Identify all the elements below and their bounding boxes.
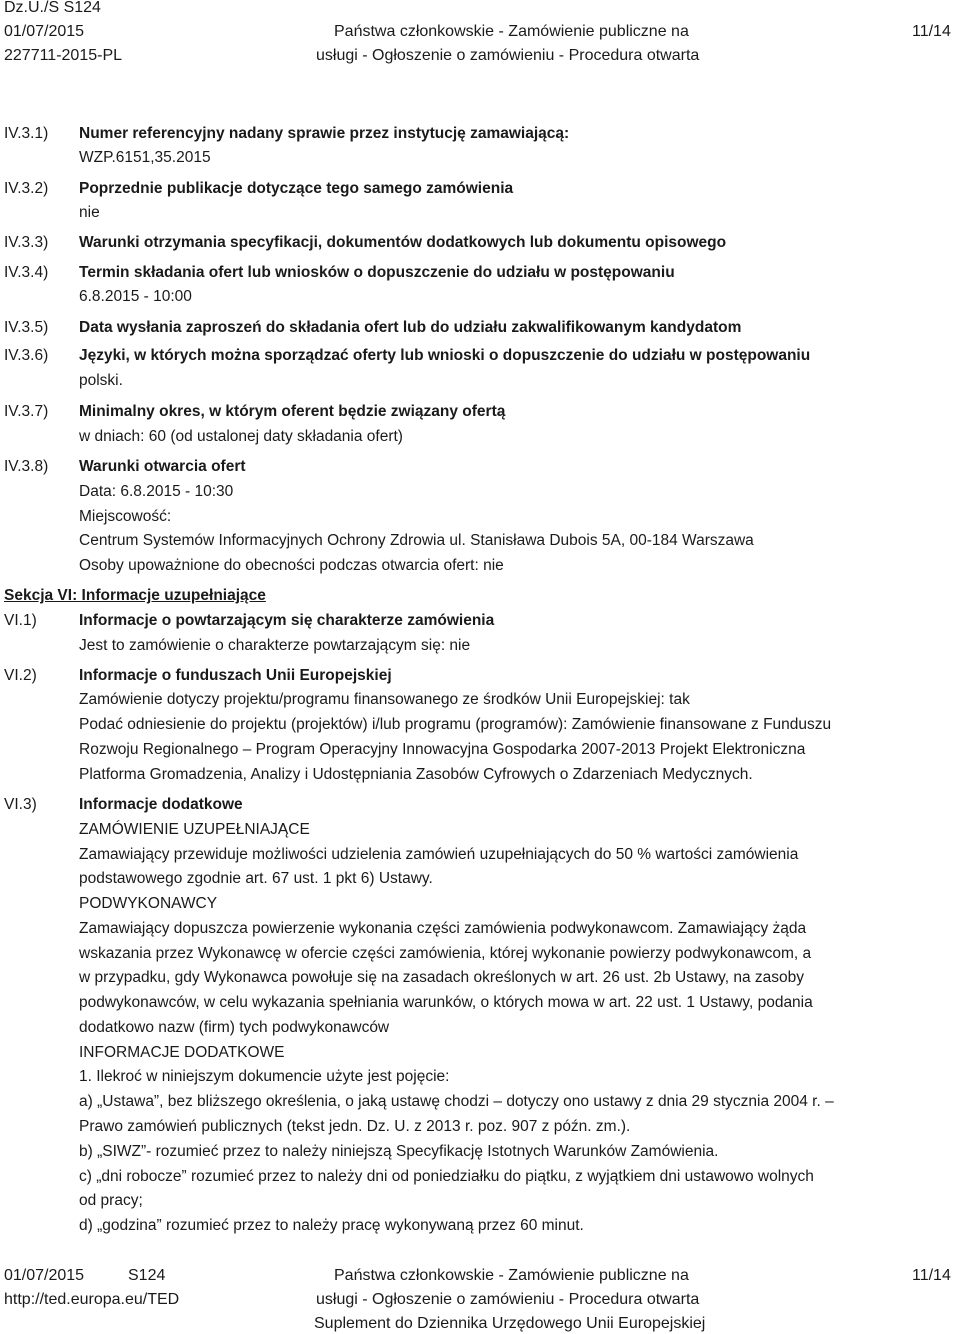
- item-number: IV.3.8): [4, 458, 49, 475]
- footer-url-link[interactable]: http://ted.europa.eu/TED: [4, 1291, 180, 1308]
- item-title: Poprzednie publikacje dotyczące tego samego zamówienia: [79, 180, 514, 197]
- item-number: IV.3.2): [4, 180, 49, 197]
- item-title: Data wysłania zaproszeń do składania ofert lub do udziału zakwalifikowanym kandydatom: [79, 319, 742, 336]
- item-number: VI.1): [4, 612, 37, 629]
- item-line: INFORMACJE DODATKOWE: [79, 1044, 285, 1061]
- item-title: Informacje o funduszach Unii Europejskiej: [79, 667, 392, 684]
- footer-title-line2: usługi - Ogłoszenie o zamówieniu - Procedura otwarta: [316, 1291, 700, 1308]
- footer-title-line1: Państwa członkowskie - Zamówienie publiczne na: [334, 1267, 689, 1284]
- item-line: Miejscowość:: [79, 508, 172, 525]
- item-title: Informacje dodatkowe: [79, 796, 243, 813]
- section-heading: Sekcja VI: Informacje uzupełniające: [4, 587, 266, 604]
- item-number: IV.3.7): [4, 403, 49, 420]
- item-line: podwykonawców, w celu wykazania spełniania warunków, o których mowa w art. 22 ust. 1 Ustawy, podania: [79, 994, 813, 1011]
- item-number: IV.3.4): [4, 264, 49, 281]
- item-title: Informacje o powtarzającym się charakterze zamówienia: [79, 612, 495, 629]
- item-value: polski.: [79, 372, 123, 389]
- item-line: dodatkowo nazw (firm) tych podwykonawców: [79, 1019, 390, 1036]
- item-title: Warunki otwarcia ofert: [79, 458, 246, 475]
- item-value: 6.8.2015 - 10:00: [79, 288, 192, 305]
- item-number: VI.3): [4, 796, 37, 813]
- item-line: w przypadku, gdy Wykonawca powołuje się na zasadach określonych w art. 26 ust. 2b Ustawy, na zasoby: [79, 969, 804, 986]
- item-number: IV.3.1): [4, 125, 49, 142]
- header-journal-ref: Dz.U./S S124: [4, 0, 101, 16]
- item-line: Centrum Systemów Informacyjnych Ochrony Zdrowia ul. Stanisława Dubois 5A, 00-184 Warszawa: [79, 532, 754, 549]
- item-line: Zamawiający przewiduje możliwości udzielenia zamówień uzupełniających do 50 % wartości zamówienia: [79, 846, 799, 863]
- footer-series-code: S124: [128, 1267, 166, 1284]
- item-value: w dniach: 60 (od ustalonej daty składania ofert): [79, 428, 403, 445]
- header-date: 01/07/2015: [4, 23, 85, 40]
- item-line: Data: 6.8.2015 - 10:30: [79, 483, 234, 500]
- footer-page-number: 11/14: [912, 1267, 951, 1284]
- item-title: Warunki otrzymania specyfikacji, dokumentów dodatkowych lub dokumentu opisowego: [79, 234, 727, 251]
- item-line: Rozwoju Regionalnego – Program Operacyjny Innowacyjna Gospodarka 2007-2013 Projekt Elektroniczna: [79, 741, 806, 758]
- item-line: b) „SIWZ”- rozumieć przez to należy niniejszą Specyfikację Istotnych Warunków Zamówienia.: [79, 1143, 719, 1160]
- item-line: 1. Ilekroć w niniejszym dokumencie użyte jest pojęcie:: [79, 1068, 450, 1085]
- footer-supplement-title: Suplement do Dziennika Urzędowego Unii Europejskiej: [314, 1315, 706, 1332]
- item-line: d) „godzina” rozumieć przez to należy pracę wykonywaną przez 60 minut.: [79, 1217, 584, 1234]
- item-number: IV.3.6): [4, 347, 49, 364]
- footer-date: 01/07/2015: [4, 1267, 85, 1284]
- item-line: od pracy;: [79, 1192, 143, 1209]
- item-line: wskazania przez Wykonawcę w ofercie części zamówienia, której wykonanie powierzy podwykonawcom, a: [79, 945, 812, 962]
- item-number: VI.2): [4, 667, 37, 684]
- item-line: ZAMÓWIENIE UZUPEŁNIAJĄCE: [79, 821, 310, 838]
- item-value: nie: [79, 204, 100, 221]
- item-line: Zamawiający dopuszcza powierzenie wykonania części zamówienia podwykonawcom. Zamawiający żąda: [79, 920, 807, 937]
- header-notice-number: 227711-2015-PL: [4, 47, 123, 64]
- header-title-line1: Państwa członkowskie - Zamówienie publiczne na: [334, 23, 689, 40]
- item-title: Termin składania ofert lub wniosków o dopuszczenie do udziału w postępowaniu: [79, 264, 675, 281]
- item-line: a) „Ustawa”, bez bliższego określenia, o jaką ustawę chodzi – dotyczy ono ustawy z dnia 29 stycznia 2004 r. –: [79, 1093, 834, 1110]
- item-title: Numer referencyjny nadany sprawie przez instytucję zamawiającą:: [79, 125, 570, 142]
- item-line: Podać odniesienie do projektu (projektów) i/lub programu (programów): Zamówienie finansowane z Funduszu: [79, 716, 832, 733]
- item-line: Zamówienie dotyczy projektu/programu finansowanego ze środków Unii Europejskiej: tak: [79, 691, 690, 708]
- item-line: PODWYKONAWCY: [79, 895, 218, 912]
- header-title-line2: usługi - Ogłoszenie o zamówieniu - Procedura otwarta: [316, 47, 700, 64]
- item-title: Minimalny okres, w którym oferent będzie związany ofertą: [79, 403, 506, 420]
- item-value: WZP.6151,35.2015: [79, 149, 211, 166]
- item-title: Języki, w których można sporządzać oferty lub wnioski o dopuszczenie do udziału w postępowaniu: [79, 347, 811, 364]
- item-value: Jest to zamówienie o charakterze powtarzającym się: nie: [79, 637, 471, 654]
- item-line: Prawo zamówień publicznych (tekst jedn. Dz. U. z 2013 r. poz. 907 z późn. zm.).: [79, 1118, 631, 1135]
- header-page-number: 11/14: [912, 23, 951, 40]
- item-line: podstawowego zgodnie art. 67 ust. 1 pkt 6) Ustawy.: [79, 870, 433, 887]
- item-line: c) „dni robocze” rozumieć przez to należy dni od poniedziałku do piątku, z wyjątkiem dni ustawowo wolnych: [79, 1168, 814, 1185]
- item-line: Platforma Gromadzenia, Analizy i Udostępniania Zasobów Cyfrowych o Zdarzeniach Medycznych.: [79, 766, 753, 783]
- item-number: IV.3.3): [4, 234, 49, 251]
- item-line: Osoby upoważnione do obecności podczas otwarcia ofert: nie: [79, 557, 504, 574]
- item-number: IV.3.5): [4, 319, 49, 336]
